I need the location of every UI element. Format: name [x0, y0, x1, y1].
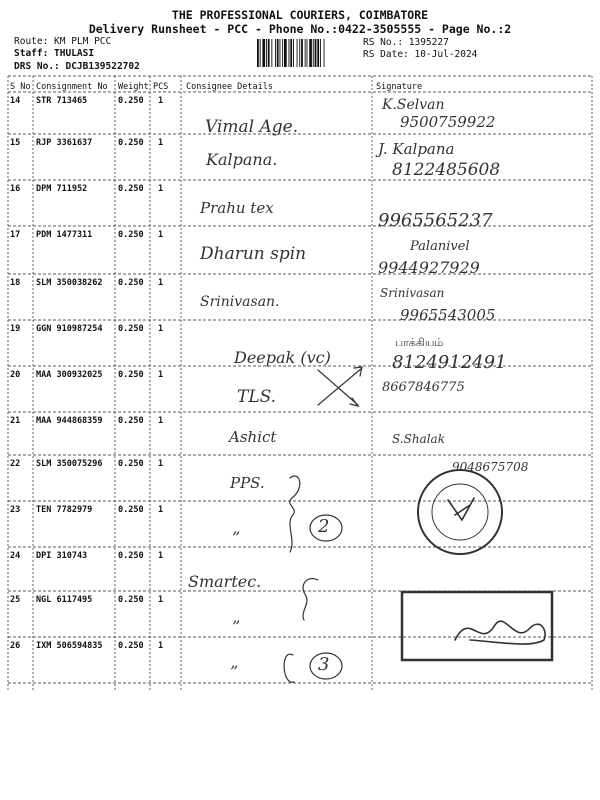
row-sno: 25	[10, 595, 21, 605]
row-pcs: 1	[158, 459, 164, 469]
row-sno: 21	[10, 416, 21, 426]
row-pcs: 1	[158, 184, 164, 194]
row-weight: 0.250	[118, 138, 144, 148]
row-pcs: 1	[158, 595, 164, 605]
row-sno: 20	[10, 370, 21, 380]
stamp-signature	[455, 621, 545, 644]
row-pcs: 1	[158, 96, 164, 106]
runsheet-subtitle: Delivery Runsheet - PCC - Phone No.:0422-3505555 - Page No.:2	[88, 22, 512, 36]
row-consignment-no: SLM 350038262	[36, 278, 103, 288]
row-consignee-handwritten: Vimal Age.	[205, 117, 299, 137]
row-consignee-handwritten: Smartec.	[188, 572, 262, 591]
col-consignment: Consignment No	[36, 82, 108, 92]
row-consignment-no: IXM 506594835	[36, 641, 103, 651]
row-sno: 18	[10, 278, 21, 288]
row-sno: 15	[10, 138, 21, 148]
row-weight: 0.250	[118, 96, 144, 106]
row-consignment-no: PDM 1477311	[36, 230, 93, 240]
row-sno: 22	[10, 459, 21, 469]
stamp-signature-scribble	[448, 498, 474, 520]
row-signature-handwritten: 8667846775	[382, 380, 465, 395]
col-signature: Signature	[376, 82, 423, 92]
row-weight: 0.250	[118, 184, 144, 194]
row-consignee-handwritten: PPS.	[230, 474, 265, 492]
row-signature-handwritten: 9944927929	[378, 258, 480, 277]
rs-date: RS Date: 10-Jul-2024	[363, 49, 478, 60]
row-weight: 0.250	[118, 324, 144, 334]
rect-stamp	[402, 592, 552, 660]
company-title: THE PROFESSIONAL COURIERS, COIMBATORE	[171, 8, 429, 22]
row-weight: 0.250	[118, 230, 144, 240]
row14-sig-name: K.Selvan	[382, 97, 445, 113]
row-pcs: 1	[158, 230, 164, 240]
row-consignment-no: SLM 350075296	[36, 459, 103, 469]
row-sno: 26	[10, 641, 21, 651]
row-pcs: 1	[158, 324, 164, 334]
row-consignment-no: RJP 3361637	[36, 138, 93, 148]
row-weight: 0.250	[118, 370, 144, 380]
row-pcs: 1	[158, 370, 164, 380]
row23-circle-number: 2	[318, 516, 330, 537]
row-signature-handwritten: 8122485608	[392, 160, 501, 180]
row-consignment-no: TEN 7782979	[36, 505, 93, 515]
row-sno: 14	[10, 96, 21, 106]
row-consignment-no: MAA 944868359	[36, 416, 103, 426]
row-weight: 0.250	[118, 505, 144, 515]
row17-sig-name: Palanivel	[410, 239, 470, 254]
row-signature-handwritten: 9965565237	[378, 210, 493, 231]
row-consignment-no: GGN 910987254	[36, 324, 103, 334]
col-consignee: Consignee Details	[186, 82, 273, 92]
route-label: Route: KM PLM PCC	[14, 36, 112, 47]
row-consignee-handwritten: Kalpana.	[206, 150, 278, 169]
row-sno: 16	[10, 184, 21, 194]
row-pcs: 1	[158, 505, 164, 515]
row19-tamil-sig: பாக்கியம்	[395, 336, 444, 349]
row-consignee-handwritten: ”	[232, 617, 241, 636]
row18-sig-name: Srinivasan	[380, 286, 445, 300]
row-consignee-handwritten: Dharun spin	[200, 244, 307, 264]
row-sno: 19	[10, 324, 21, 334]
col-sno: S No	[10, 82, 31, 92]
brace-mark	[290, 476, 300, 552]
row-consignment-no: DPI 310743	[36, 551, 88, 561]
row-signature-handwritten: 9048675708	[452, 460, 529, 474]
row-consignee-handwritten: Srinivasan.	[200, 294, 280, 310]
row-consignment-no: DPM 711952	[36, 184, 88, 194]
row-weight: 0.250	[118, 416, 144, 426]
row26-circle-number: 3	[318, 654, 330, 675]
cross-arrow-up	[318, 367, 362, 405]
staff-label: Staff: THULASI	[14, 48, 95, 59]
row-signature-handwritten: 8124912491	[392, 352, 507, 373]
row15-sig-name: J. Kalpana	[378, 140, 455, 158]
row-sno: 23	[10, 505, 21, 515]
row-consignee-handwritten: Ashict	[229, 428, 277, 446]
row-pcs: 1	[158, 551, 164, 561]
row-weight: 0.250	[118, 641, 144, 651]
row-consignee-handwritten: TLS.	[237, 387, 277, 407]
row-pcs: 1	[158, 138, 164, 148]
rs-number: RS No.: 1395227	[363, 37, 449, 48]
row-consignment-no: STR 713465	[36, 96, 88, 106]
row-signature-handwritten: 9500759922	[400, 113, 496, 131]
row-weight: 0.250	[118, 278, 144, 288]
col-weight: Weight	[118, 82, 149, 92]
col-pcs: PCS	[153, 82, 169, 92]
row-pcs: 1	[158, 416, 164, 426]
row-consignee-handwritten: ”	[230, 662, 239, 681]
curl-mark	[303, 579, 318, 620]
row-consignee-handwritten: Deepak (vc)	[234, 348, 331, 367]
row-weight: 0.250	[118, 459, 144, 469]
row-consignee-handwritten: Prahu tex	[200, 199, 274, 217]
row-signature-handwritten: S.Shalak	[392, 432, 445, 446]
row-signature-handwritten: 9965543005	[400, 306, 496, 324]
row-weight: 0.250	[118, 551, 144, 561]
drs-label: DRS No.: DCJB139522702	[14, 61, 140, 72]
row-consignment-no: NGL 6117495	[36, 595, 93, 605]
row-consignment-no: MAA 300932025	[36, 370, 103, 380]
brace-mark-lower	[284, 654, 294, 682]
row-sno: 17	[10, 230, 21, 240]
row-pcs: 1	[158, 278, 164, 288]
row-weight: 0.250	[118, 595, 144, 605]
row-consignee-handwritten: ”	[232, 528, 241, 547]
row-pcs: 1	[158, 641, 164, 651]
row-sno: 24	[10, 551, 21, 561]
